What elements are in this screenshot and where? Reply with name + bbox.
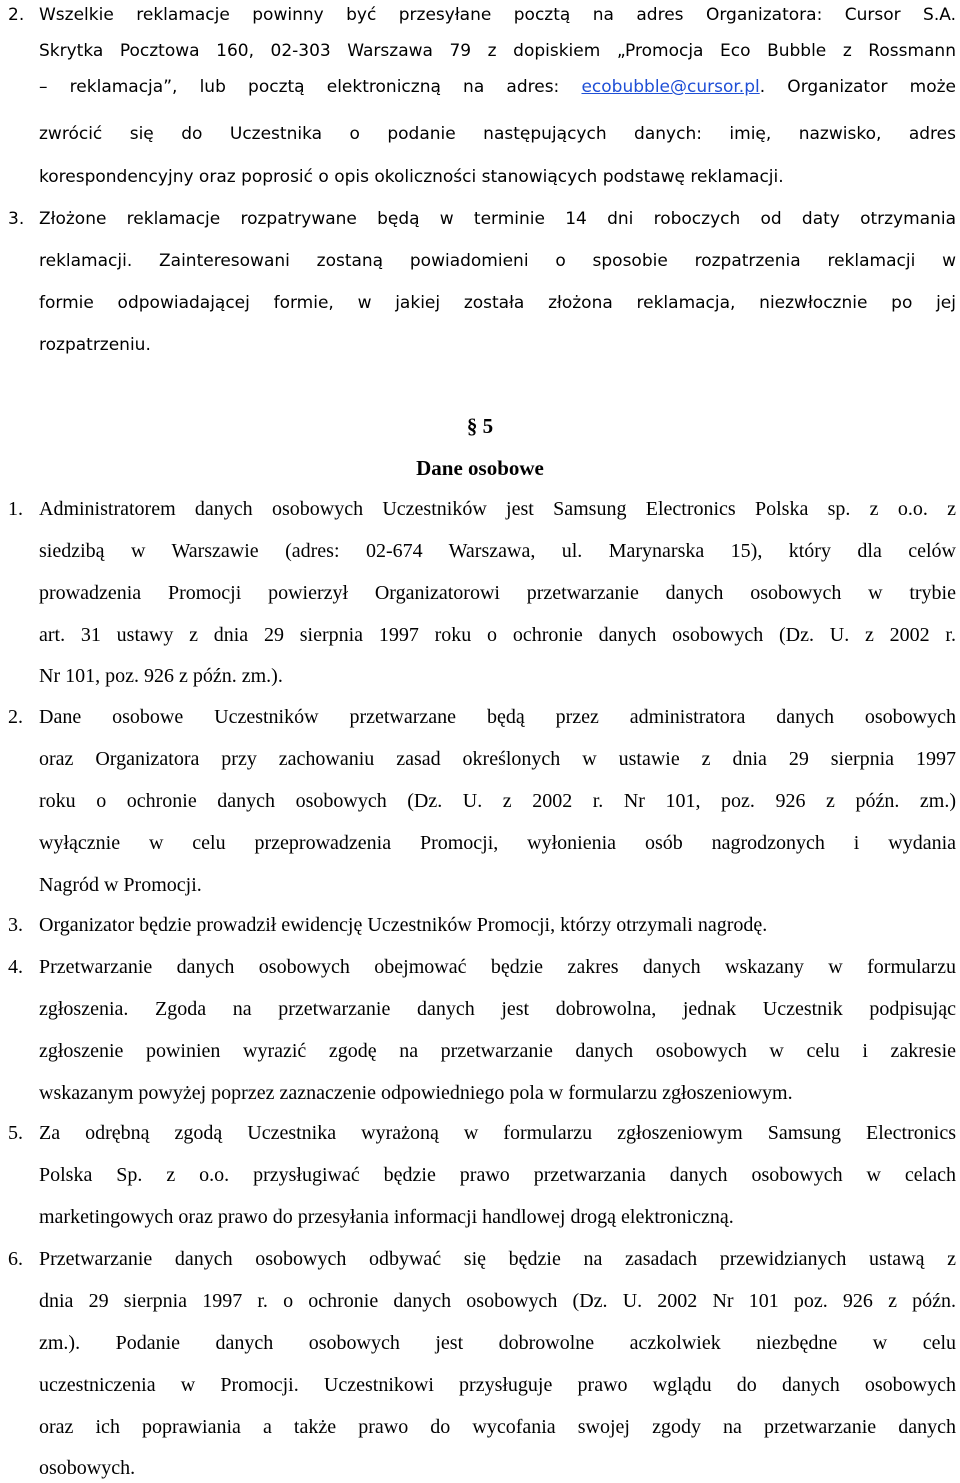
- text-line: Dane osobowe Uczestników przetwarzane będą przez administratora danych osobowych: [39, 706, 956, 728]
- item-number: 2.: [8, 5, 25, 25]
- text-line: art. 31 ustawy z dnia 29 sierpnia 1997 roku o ochronie danych osobowych (Dz. U. z 2002 r.: [39, 624, 956, 646]
- text-line: siedzibą w Warszawie (adres: 02-674 Warszawa, ul. Marynarska 15), który dla celów: [39, 540, 956, 562]
- text-line: zwrócić się do Uczestnika o podanie następujących danych: imię, nazwisko, adres: [39, 124, 956, 144]
- paragraph-symbol: § 5: [466, 414, 494, 438]
- text-line: [39, 72, 956, 102]
- text-line: zgłoszenie powinien wyrazić zgodę na przetwarzanie danych osobowych w celu i zakresie: [39, 1040, 956, 1062]
- text-fragment: . Organizator może: [759, 77, 956, 97]
- text-line: korespondencyjny oraz poprosić o opis okoliczności stanowiących podstawę reklamacji.: [39, 167, 784, 187]
- text-line: uczestniczenia w Promocji. Uczestnikowi przysługuje prawo wglądu do danych osobowych: [39, 1374, 956, 1396]
- item-number: 3.: [8, 914, 23, 936]
- text-line: Przetwarzanie danych osobowych obejmować będzie zakres danych wskazany w formularzu: [39, 956, 956, 978]
- text-line: Nr 101, poz. 926 z późn. zm.).: [39, 665, 283, 687]
- text-line: Organizator będzie prowadził ewidencję Uczestników Promocji, którzy otrzymali nagrodę.: [39, 914, 768, 936]
- item-number: 2.: [8, 706, 23, 728]
- section-title: Dane osobowe: [416, 456, 544, 480]
- text-line: Złożone reklamacje rozpatrywane będą w terminie 14 dni roboczych od daty otrzymania: [39, 209, 956, 229]
- text-line: formie odpowiadającej formie, w jakiej została złożona reklamacja, niezwłocznie po jej: [39, 293, 956, 313]
- text-line: Nagród w Promocji.: [39, 874, 202, 896]
- text-line: marketingowych oraz prawo do przesyłania informacji handlowej drogą elektroniczną.: [39, 1206, 734, 1228]
- item-number: 5.: [8, 1122, 23, 1144]
- text-line: zm.). Podanie danych osobowych jest dobrowolne aczkolwiek niezbędne w celu: [39, 1332, 956, 1354]
- text-line: oraz ich poprawiania a także prawo do wycofania swojej zgody na przetwarzanie danych: [39, 1416, 956, 1438]
- text-line: rozpatrzeniu.: [39, 335, 151, 355]
- text-fragment: – reklamacja”, lub pocztą elektroniczną na adres:: [39, 77, 582, 97]
- text-line: Wszelkie reklamacje powinny być przesyłane pocztą na adres Organizatora: Cursor S.A.: [39, 5, 956, 25]
- text-line: Przetwarzanie danych osobowych odbywać się będzie na zasadach przewidzianych ustawą z: [39, 1248, 956, 1270]
- item-number: 3.: [8, 209, 25, 229]
- text-line: osobowych.: [39, 1457, 136, 1479]
- item-number: 1.: [8, 498, 23, 520]
- text-line: roku o ochronie danych osobowych (Dz. U. z 2002 r. Nr 101, poz. 926 z późn. zm.): [39, 790, 956, 812]
- text-line: Za odrębną zgodą Uczestnika wyrażoną w formularzu zgłoszeniowym Samsung Electronics: [39, 1122, 956, 1144]
- item-number: 4.: [8, 956, 23, 978]
- item-number: 6.: [8, 1248, 23, 1270]
- text-line: prowadzenia Promocji powierzył Organizatorowi przetwarzanie danych osobowych w trybie: [39, 582, 956, 604]
- text-line: dnia 29 sierpnia 1997 r. o ochronie danych osobowych (Dz. U. 2002 Nr 101 poz. 926 z późn.: [39, 1290, 956, 1312]
- text-line: reklamacji. Zainteresowani zostaną powiadomieni o sposobie rozpatrzenia reklamacji w: [39, 251, 956, 271]
- text-line: wskazanym powyżej poprzez zaznaczenie odpowiedniego pola w formularzu zgłoszeniowym.: [39, 1082, 793, 1104]
- text-line: Polska Sp. z o.o. przysługiwać będzie prawo przetwarzania danych osobowych w celach: [39, 1164, 956, 1186]
- email-link[interactable]: ecobubble@cursor.pl: [581, 77, 760, 97]
- text-line: zgłoszenia. Zgoda na przetwarzanie danych jest dobrowolna, jednak Uczestnik podpisując: [39, 998, 956, 1020]
- text-line: Skrytka Pocztowa 160, 02-303 Warszawa 79 z dopiskiem „Promocja Eco Bubble z Rossmann: [39, 41, 956, 61]
- text-line: Administratorem danych osobowych Uczestników jest Samsung Electronics Polska sp. z o.o. z: [39, 498, 956, 520]
- text-line: wyłącznie w celu przeprowadzenia Promocji, wyłonienia osób nagrodzonych i wydania: [39, 832, 956, 854]
- text-line: oraz Organizatora przy zachowaniu zasad określonych w ustawie z dnia 29 sierpnia 1997: [39, 748, 956, 770]
